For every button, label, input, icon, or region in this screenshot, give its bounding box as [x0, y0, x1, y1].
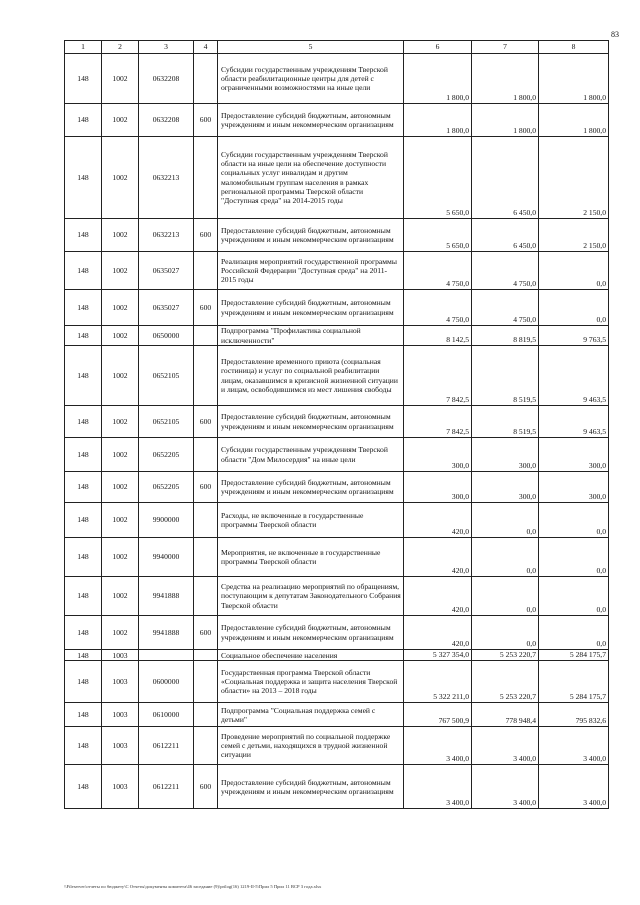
description-cell: Мероприятия, не включенные в государственные программы Тверской области	[218, 538, 404, 577]
value-col-8: 3 400,0	[539, 727, 609, 765]
col-4-cell	[194, 538, 218, 577]
value-col-8: 2 150,0	[539, 137, 609, 219]
col-4-cell: 600	[194, 219, 218, 252]
col-3-cell: 0652105	[139, 346, 194, 406]
value-col-6: 300,0	[404, 472, 472, 503]
table-row	[65, 438, 609, 472]
value-col-6: 4 750,0	[404, 252, 472, 290]
col-3-cell: 0600000	[139, 661, 194, 703]
value-col-8: 9 463,5	[539, 406, 609, 438]
file-path-footer: \\Fileserver\отчеты по бюджету\С Отчеты\документы комитета\46 заседание (9)\prilog(16) 1219-II-5\Прил 5 Прил 11 ВСР 3 года.xlsx	[64, 884, 322, 889]
value-col-7: 5 253 220,7	[472, 661, 539, 703]
value-col-7: 1 800,0	[472, 54, 539, 104]
col-2-cell: 1002	[102, 438, 139, 472]
description-cell: Предоставление субсидий бюджетным, автономным учреждениям и иным некоммерческим организациям	[218, 616, 404, 650]
col-3-cell: 9941888	[139, 616, 194, 650]
table-row	[65, 577, 609, 616]
value-col-6: 8 142,5	[404, 326, 472, 346]
col-1-cell: 148	[65, 503, 102, 538]
col-1-cell: 148	[65, 703, 102, 727]
col-4-cell: 600	[194, 290, 218, 326]
value-col-7: 0,0	[472, 577, 539, 616]
value-col-7: 778 948,4	[472, 703, 539, 727]
col-3-cell: 0632208	[139, 54, 194, 104]
value-col-8: 1 800,0	[539, 104, 609, 137]
value-col-8: 0,0	[539, 538, 609, 577]
description-cell: Предоставление субсидий бюджетным, автономным учреждениям и иным некоммерческим организациям	[218, 219, 404, 252]
description-cell: Государственная программа Тверской области «Социальная поддержка и защита населения Тверской области» на 2013 – 2018 годы	[218, 661, 404, 703]
col-2-cell: 1002	[102, 503, 139, 538]
value-col-6: 7 842,5	[404, 346, 472, 406]
value-col-7: 8 519,5	[472, 346, 539, 406]
col-3-cell: 0652105	[139, 406, 194, 438]
value-col-8: 795 832,6	[539, 703, 609, 727]
col-4-cell	[194, 252, 218, 290]
col-3-cell: 0632208	[139, 104, 194, 137]
table-row	[65, 472, 609, 503]
value-col-7: 0,0	[472, 616, 539, 650]
col-2-cell: 1002	[102, 538, 139, 577]
description-cell: Предоставление субсидий бюджетным, автономным учреждениям и иным некоммерческим организациям	[218, 406, 404, 438]
table-row	[65, 616, 609, 650]
value-col-7: 8 519,5	[472, 406, 539, 438]
col-1-cell: 148	[65, 616, 102, 650]
value-col-6: 420,0	[404, 538, 472, 577]
budget-table	[64, 40, 609, 809]
description-cell: Предоставление субсидий бюджетным, автономным учреждениям и иным некоммерческим организациям	[218, 104, 404, 137]
table-row	[65, 661, 609, 703]
col-4-cell: 600	[194, 104, 218, 137]
description-cell: Предоставление субсидий бюджетным, автономным учреждениям и иным некоммерческим организациям	[218, 765, 404, 809]
value-col-6: 5 650,0	[404, 137, 472, 219]
value-col-8: 0,0	[539, 616, 609, 650]
col-1-cell: 148	[65, 661, 102, 703]
value-col-7: 8 819,5	[472, 326, 539, 346]
value-col-7: 4 750,0	[472, 252, 539, 290]
value-col-8: 5 284 175,7	[539, 661, 609, 703]
col-2-cell: 1003	[102, 703, 139, 727]
description-cell: Предоставление субсидий бюджетным, автономным учреждениям и иным некоммерческим организациям	[218, 290, 404, 326]
value-col-6: 5 322 211,0	[404, 661, 472, 703]
value-col-8: 0,0	[539, 290, 609, 326]
col-1-cell: 148	[65, 219, 102, 252]
col-4-cell	[194, 503, 218, 538]
col-4-cell	[194, 326, 218, 346]
col-2-cell: 1003	[102, 661, 139, 703]
col-4-cell: 600	[194, 616, 218, 650]
header-row	[65, 41, 609, 54]
description-cell: Предоставление субсидий бюджетным, автономным учреждениям и иным некоммерческим организациям	[218, 472, 404, 503]
value-col-6: 767 500,9	[404, 703, 472, 727]
col-3-cell: 0652205	[139, 472, 194, 503]
col-1-cell: 148	[65, 326, 102, 346]
table-row	[65, 104, 609, 137]
col-2-cell: 1002	[102, 252, 139, 290]
value-col-6: 420,0	[404, 616, 472, 650]
value-col-7: 6 450,0	[472, 219, 539, 252]
col-1-cell: 148	[65, 727, 102, 765]
header-cell: 4	[194, 41, 218, 54]
col-1-cell: 148	[65, 472, 102, 503]
col-4-cell	[194, 54, 218, 104]
header-cell: 6	[404, 41, 472, 54]
value-col-7: 0,0	[472, 503, 539, 538]
value-col-6: 300,0	[404, 438, 472, 472]
col-3-cell: 0632213	[139, 137, 194, 219]
col-2-cell: 1003	[102, 650, 139, 661]
value-col-8: 9 763,5	[539, 326, 609, 346]
col-4-cell: 600	[194, 765, 218, 809]
value-col-6: 7 842,5	[404, 406, 472, 438]
col-1-cell: 148	[65, 538, 102, 577]
header-cell: 8	[539, 41, 609, 54]
value-col-7: 3 400,0	[472, 765, 539, 809]
table-row	[65, 137, 609, 219]
description-cell: Средства на реализацию мероприятий по обращениям, поступающим к депутатам Законодательного Собрания Тверской области	[218, 577, 404, 616]
table-row	[65, 503, 609, 538]
col-2-cell: 1003	[102, 765, 139, 809]
table-row	[65, 326, 609, 346]
col-3-cell	[139, 650, 194, 661]
col-3-cell: 9900000	[139, 503, 194, 538]
value-col-7: 300,0	[472, 472, 539, 503]
value-col-6: 5 650,0	[404, 219, 472, 252]
header-cell: 3	[139, 41, 194, 54]
value-col-6: 1 800,0	[404, 54, 472, 104]
col-1-cell: 148	[65, 54, 102, 104]
value-col-8: 2 150,0	[539, 219, 609, 252]
col-3-cell: 9940000	[139, 538, 194, 577]
table-row	[65, 252, 609, 290]
col-4-cell	[194, 577, 218, 616]
col-3-cell: 0635027	[139, 290, 194, 326]
value-col-8: 3 400,0	[539, 765, 609, 809]
table-row	[65, 346, 609, 406]
col-2-cell: 1002	[102, 472, 139, 503]
col-4-cell: 600	[194, 472, 218, 503]
col-3-cell: 0612211	[139, 727, 194, 765]
description-cell: Предоставление временного приюта (социальная гостиница) и услуг по социальной реабилитации лицам, оказавшимся в кризисной жизненной ситуации и лицам, освободившимся из мест лишения свободы	[218, 346, 404, 406]
col-1-cell: 148	[65, 104, 102, 137]
value-col-6: 5 327 354,0	[404, 650, 472, 661]
col-2-cell: 1002	[102, 577, 139, 616]
description-cell: Расходы, не включенные в государственные программы Тверской области	[218, 503, 404, 538]
value-col-8: 0,0	[539, 503, 609, 538]
col-4-cell	[194, 703, 218, 727]
col-3-cell: 0652205	[139, 438, 194, 472]
col-3-cell: 0610000	[139, 703, 194, 727]
value-col-8: 1 800,0	[539, 54, 609, 104]
col-2-cell: 1002	[102, 54, 139, 104]
value-col-8: 0,0	[539, 577, 609, 616]
col-2-cell: 1002	[102, 406, 139, 438]
value-col-8: 5 284 175,7	[539, 650, 609, 661]
value-col-8: 300,0	[539, 472, 609, 503]
table-row	[65, 703, 609, 727]
table-row	[65, 727, 609, 765]
page-number: 83	[611, 30, 619, 39]
description-cell: Субсидии государственным учреждениям Тверской области реабилитационные центры для детей с ограниченными возможностями на иные цели	[218, 54, 404, 104]
value-col-6: 4 750,0	[404, 290, 472, 326]
header-cell: 2	[102, 41, 139, 54]
col-1-cell: 148	[65, 577, 102, 616]
value-col-7: 5 253 220,7	[472, 650, 539, 661]
col-4-cell	[194, 346, 218, 406]
col-2-cell: 1002	[102, 104, 139, 137]
col-2-cell: 1002	[102, 616, 139, 650]
col-1-cell: 148	[65, 137, 102, 219]
description-cell: Социальное обеспечение населения	[218, 650, 404, 661]
value-col-7: 300,0	[472, 438, 539, 472]
table-row	[65, 290, 609, 326]
value-col-6: 420,0	[404, 577, 472, 616]
table-row	[65, 219, 609, 252]
table-row	[65, 54, 609, 104]
value-col-6: 420,0	[404, 503, 472, 538]
header-cell: 1	[65, 41, 102, 54]
col-3-cell: 0635027	[139, 252, 194, 290]
description-cell: Субсидии государственным учреждениям Тверской области на иные цели на обеспечение доступности социальных услуг инвалидам и другим маломобильным группам населения в рамках региональной программы Тверской области "Доступная среда" на 2014-2015 годы	[218, 137, 404, 219]
description-cell: Субсидии государственным учреждениям Тверской области "Дом Милосердия" на иные цели	[218, 438, 404, 472]
value-col-6: 1 800,0	[404, 104, 472, 137]
col-4-cell	[194, 137, 218, 219]
col-1-cell: 148	[65, 438, 102, 472]
value-col-7: 6 450,0	[472, 137, 539, 219]
description-cell: Подпрограмма "Профилактика социальной исключенности"	[218, 326, 404, 346]
value-col-8: 9 463,5	[539, 346, 609, 406]
col-1-cell: 148	[65, 346, 102, 406]
col-4-cell	[194, 727, 218, 765]
col-2-cell: 1002	[102, 219, 139, 252]
col-2-cell: 1002	[102, 326, 139, 346]
header-cell: 7	[472, 41, 539, 54]
col-3-cell: 0632213	[139, 219, 194, 252]
table-row	[65, 538, 609, 577]
value-col-7: 4 750,0	[472, 290, 539, 326]
value-col-7: 0,0	[472, 538, 539, 577]
col-1-cell: 148	[65, 290, 102, 326]
col-1-cell: 148	[65, 765, 102, 809]
description-cell: Подпрограмма "Социальная поддержка семей с детьми"	[218, 703, 404, 727]
col-2-cell: 1003	[102, 727, 139, 765]
value-col-7: 1 800,0	[472, 104, 539, 137]
col-3-cell: 0612211	[139, 765, 194, 809]
description-cell: Проведение мероприятий по социальной поддержке семей с детьми, находящихся в трудной жизненной ситуации	[218, 727, 404, 765]
col-1-cell: 148	[65, 252, 102, 290]
col-1-cell: 148	[65, 650, 102, 661]
value-col-7: 3 400,0	[472, 727, 539, 765]
col-3-cell: 9941888	[139, 577, 194, 616]
value-col-6: 3 400,0	[404, 727, 472, 765]
header-cell: 5	[218, 41, 404, 54]
col-1-cell: 148	[65, 406, 102, 438]
col-2-cell: 1002	[102, 137, 139, 219]
col-2-cell: 1002	[102, 290, 139, 326]
value-col-8: 300,0	[539, 438, 609, 472]
col-4-cell	[194, 438, 218, 472]
value-col-8: 0,0	[539, 252, 609, 290]
value-col-6: 3 400,0	[404, 765, 472, 809]
col-3-cell: 0650000	[139, 326, 194, 346]
description-cell: Реализация мероприятий государственной программы Российской Федерации "Доступная среда" на 2011-2015 годы	[218, 252, 404, 290]
col-4-cell	[194, 650, 218, 661]
table-row	[65, 406, 609, 438]
col-2-cell: 1002	[102, 346, 139, 406]
table-row	[65, 650, 609, 661]
col-4-cell	[194, 661, 218, 703]
table-row	[65, 765, 609, 809]
col-4-cell: 600	[194, 406, 218, 438]
